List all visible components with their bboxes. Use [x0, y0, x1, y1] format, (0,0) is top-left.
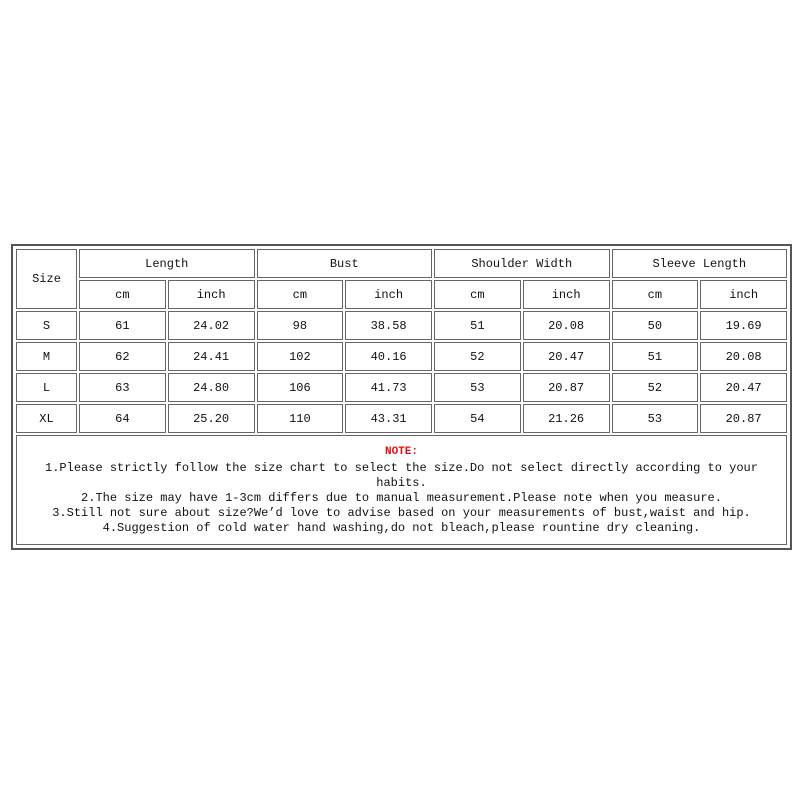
unit-cm: cm: [612, 280, 699, 309]
value-cell: 21.26: [523, 404, 610, 433]
value-cell: 106: [257, 373, 344, 402]
value-cell: 98: [257, 311, 344, 340]
unit-cm: cm: [257, 280, 344, 309]
header-length: Length: [79, 249, 255, 278]
size-header: Size: [16, 249, 77, 309]
note-row: [16, 435, 787, 545]
value-cell: 19.69: [700, 311, 787, 340]
value-cell: 52: [434, 342, 521, 371]
unit-inch: inch: [345, 280, 432, 309]
value-cell: 53: [612, 404, 699, 433]
unit-inch: inch: [168, 280, 255, 309]
unit-cm: cm: [79, 280, 166, 309]
value-cell: 53: [434, 373, 521, 402]
value-cell: 102: [257, 342, 344, 371]
value-cell: 20.47: [523, 342, 610, 371]
note-title: NOTE:: [384, 445, 418, 458]
header-row-groups: [16, 249, 787, 278]
note-line: 1.Please strictly follow the size chart to select the size.Do not select directly according to your habits.: [45, 460, 758, 490]
note-line: 4.Suggestion of cold water hand washing,do not bleach,please rountine dry cleaning.: [102, 520, 701, 535]
value-cell: 24.41: [168, 342, 255, 371]
unit-cm: cm: [434, 280, 521, 309]
table-row: [16, 342, 787, 371]
header-sleeve-length: Sleeve Length: [612, 249, 788, 278]
unit-inch: inch: [523, 280, 610, 309]
value-cell: 52: [612, 373, 699, 402]
value-cell: 20.87: [700, 404, 787, 433]
size-table: [14, 247, 789, 547]
note-line: 3.Still not sure about size?We’d love to advise based on your measurements of bust,waist and hip.: [52, 505, 751, 520]
header-shoulder-width: Shoulder Width: [434, 249, 610, 278]
note-line: 2.The size may have 1-3cm differs due to manual measurement.Please note when you measure.: [81, 490, 722, 505]
value-cell: 54: [434, 404, 521, 433]
value-cell: 110: [257, 404, 344, 433]
value-cell: 51: [434, 311, 521, 340]
value-cell: 40.16: [345, 342, 432, 371]
value-cell: 25.20: [168, 404, 255, 433]
value-cell: 20.08: [700, 342, 787, 371]
table-row: [16, 311, 787, 340]
value-cell: 63: [79, 373, 166, 402]
value-cell: 62: [79, 342, 166, 371]
value-cell: 24.80: [168, 373, 255, 402]
value-cell: 41.73: [345, 373, 432, 402]
value-cell: 24.02: [168, 311, 255, 340]
size-cell: M: [16, 342, 77, 371]
header-row-units: [16, 280, 787, 309]
value-cell: 20.08: [523, 311, 610, 340]
size-cell: S: [16, 311, 77, 340]
value-cell: 50: [612, 311, 699, 340]
size-chart: [11, 244, 792, 550]
value-cell: 43.31: [345, 404, 432, 433]
note-cell: [16, 435, 787, 545]
size-cell: L: [16, 373, 77, 402]
header-bust: Bust: [257, 249, 433, 278]
value-cell: 61: [79, 311, 166, 340]
value-cell: 20.47: [700, 373, 787, 402]
size-cell: XL: [16, 404, 77, 433]
table-row: [16, 373, 787, 402]
value-cell: 20.87: [523, 373, 610, 402]
table-row: [16, 404, 787, 433]
value-cell: 51: [612, 342, 699, 371]
unit-inch: inch: [700, 280, 787, 309]
value-cell: 38.58: [345, 311, 432, 340]
value-cell: 64: [79, 404, 166, 433]
